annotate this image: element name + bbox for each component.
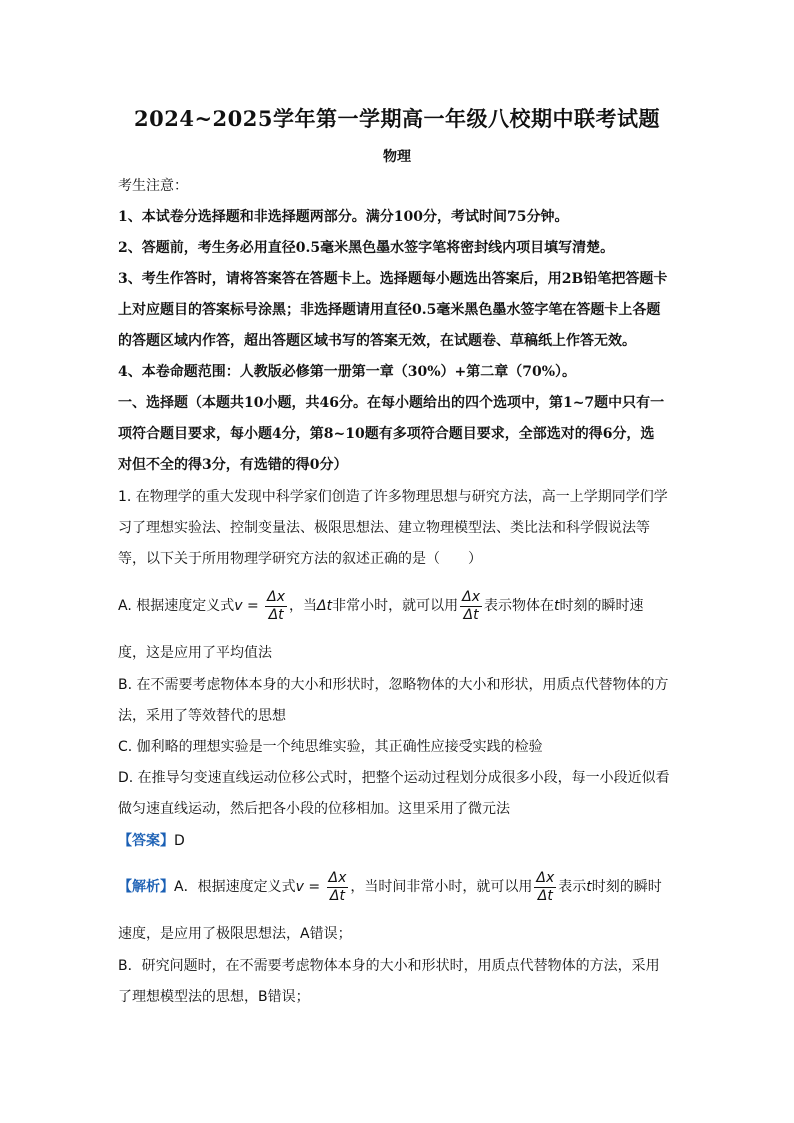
section-instructions-1: 一、选择题（本题共10小题，共46分。在每小题给出的四个选项中，第1~7题中只有一 bbox=[118, 395, 665, 411]
fraction-denominator: Δt bbox=[463, 606, 479, 623]
velocity-fraction bbox=[265, 589, 287, 624]
fraction-numerator: Δx bbox=[462, 588, 480, 605]
fraction-denominator: Δt bbox=[537, 887, 553, 904]
answer-value: D bbox=[174, 833, 185, 849]
notice-line-4: 上对应题目的答案标号涂黑；非选择题请用直径0.5毫米黑色墨水签字笔在答题卡上各题 bbox=[118, 302, 661, 318]
notice-line-1: 1、本试卷分选择题和非选择题两部分。满分100分，考试时间75分钟。 bbox=[118, 209, 569, 225]
fraction-numerator: Δx bbox=[536, 869, 555, 886]
notice-heading: 考生注意： bbox=[118, 178, 188, 194]
analysis-a-text-2: 表示 bbox=[558, 879, 587, 895]
analysis-b-line-2: 了理想模型法的思想，B错误； bbox=[118, 989, 310, 1005]
option-d-line-1: D. 在推导匀变速直线运动位移公式时，把整个运动过程划分成很多小段，每一小段近似看 bbox=[118, 770, 670, 786]
section-instructions-2: 项符合题目要求，每小题4分，第8~10题有多项符合题目要求，全部选对的得6分，选 bbox=[118, 426, 655, 442]
notice-line-6: 4、本卷命题范围：人教版必修第一册第一章（30%）+第二章（70%）。 bbox=[118, 364, 577, 380]
question-1-stem-3: 等，以下关于所用物理学研究方法的叙述正确的是（ ） bbox=[118, 551, 482, 567]
notice-line-5: 的答题区域内作答，超出答题区域书写的答案无效，在试题卷、草稿纸上作答无效。 bbox=[118, 333, 636, 349]
velocity-fraction-2 bbox=[460, 589, 482, 624]
answer-line bbox=[118, 831, 185, 851]
question-1-stem-1: 1. 在物理学的重大发现中科学家们创造了许多物理思想与研究方法，高一上学期同学们学 bbox=[118, 489, 668, 505]
option-a-text-1: ，当 bbox=[289, 598, 318, 614]
notice-line-3: 3、考生作答时，请将答案答在答题卡上。选择题每小题选出答案后，用2B铅笔把答题卡 bbox=[118, 271, 668, 287]
answer-label: 【答案】 bbox=[118, 833, 174, 849]
option-c: C. 伽利略的理想实验是一个纯思维实验，其正确性应接受实践的检验 bbox=[118, 739, 543, 755]
question-1-stem-2: 习了理想实验法、控制变量法、极限思想法、建立物理模型法、类比法和科学假说法等 bbox=[118, 520, 650, 536]
analysis-a-prefix: A．根据速度定义式 bbox=[174, 879, 296, 895]
option-a-text-2: 非常小时，就可以用 bbox=[332, 598, 459, 614]
exam-title: 2024~2025学年第一学期高一年级八校期中联考试题 bbox=[134, 106, 660, 131]
analysis-label: 【解析】 bbox=[118, 879, 174, 895]
option-a bbox=[118, 586, 644, 626]
t-symbol: t bbox=[554, 598, 560, 614]
option-b-line-1: B. 在不需要考虑物体本身的大小和形状时，忽略物体的大小和形状，用质点代替物体的方 bbox=[118, 677, 669, 693]
section-instructions-3: 对但不全的得3分，有选错的得0分） bbox=[118, 457, 348, 473]
option-d-line-2: 做匀速直线运动，然后把各小段的位移相加。这里采用了微元法 bbox=[118, 801, 510, 817]
option-a-continued: 度，这是应用了平均值法 bbox=[118, 645, 272, 661]
velocity-fraction-3 bbox=[327, 870, 349, 905]
delta-t-symbol: Δt bbox=[317, 598, 333, 614]
option-a-text-3: 表示物体在 bbox=[484, 598, 554, 614]
fraction-denominator: Δt bbox=[268, 606, 284, 623]
analysis-a-text-3: 时刻的瞬时 bbox=[591, 879, 662, 895]
option-a-prefix: A. 根据速度定义式 bbox=[118, 598, 235, 614]
analysis-a bbox=[118, 867, 662, 907]
analysis-a-continued: 速度，是应用了极限思想法，A错误； bbox=[118, 926, 352, 942]
equals-sign: = bbox=[242, 598, 264, 614]
velocity-fraction-4 bbox=[534, 870, 556, 905]
analysis-a-text-1: ，当时间非常小时，就可以用 bbox=[350, 879, 533, 895]
subject-title: 物理 bbox=[383, 149, 411, 165]
velocity-symbol: v bbox=[295, 879, 304, 895]
velocity-symbol: v bbox=[234, 598, 243, 614]
fraction-numerator: Δx bbox=[267, 588, 286, 605]
option-b-line-2: 法，采用了等效替代的思想 bbox=[118, 708, 286, 724]
equals-sign: = bbox=[303, 879, 325, 895]
option-a-text-4: 时刻的瞬时速 bbox=[559, 598, 644, 614]
t-symbol: t bbox=[586, 879, 592, 895]
analysis-b-line-1: B．研究问题时，在不需要考虑物体本身的大小和形状时，用质点代替物体的方法，采用 bbox=[118, 958, 660, 974]
fraction-numerator: Δx bbox=[328, 869, 347, 886]
fraction-denominator: Δt bbox=[329, 887, 345, 904]
notice-line-2: 2、答题前，考生务必用直径0.5毫米黑色墨水签字笔将密封线内项目填写清楚。 bbox=[118, 240, 615, 256]
